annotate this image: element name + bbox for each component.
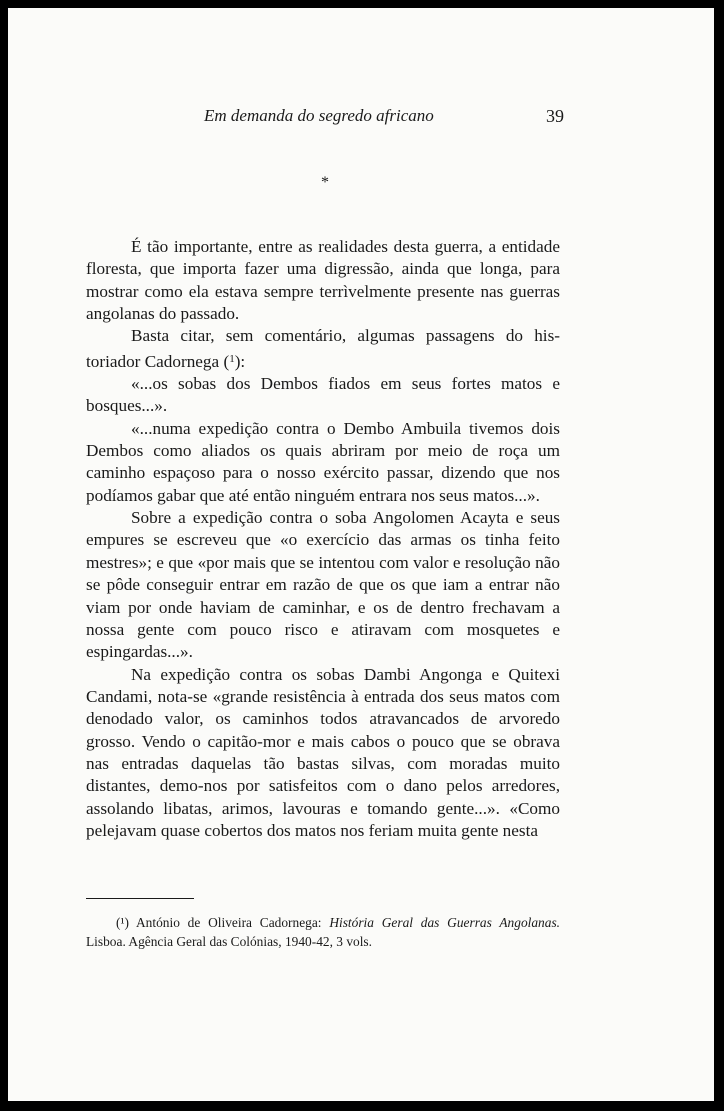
paragraph-3-quote: «...os sobas dos Dembos fiados em seus fortes matos e bosques...».: [86, 374, 560, 416]
footnote-reference: 1: [229, 352, 235, 365]
section-ornament: *: [321, 174, 329, 191]
running-head: [8, 106, 714, 130]
footnote-marker: (¹): [116, 915, 129, 930]
paragraph-2-end: ):: [234, 351, 246, 371]
body-text: [86, 236, 560, 842]
footnote-work-title: História Geral das Guerras Angolanas.: [329, 915, 561, 930]
footnote-author: António de Oliveira Cadornega:: [136, 915, 322, 930]
footnote-details: Lisboa. Agência Geral das Colónias, 1940-42, 3 vols.: [86, 934, 372, 949]
running-title: Em demanda do segredo africano: [204, 106, 434, 125]
paragraph-2-text: Basta citar, sem comentário, algumas passagens do historiador Cadornega (: [86, 326, 560, 371]
footnote-rule: [86, 898, 194, 899]
paragraph-2: [86, 325, 560, 373]
footnote-1: [86, 913, 560, 951]
paragraph-6: Na expedição contra os sobas Dambi Angonga e Quitexi Candami, nota-se «grande resistência à entrada dos seus matos com denodado valor, os caminhos todos atravancados de arvoredo grosso. Vendo o capitão-mor e mais cabos o pouco que se obrava nas entradas daquelas tão bastas silvas, com moradas muito distantes, demo-nos por satisfeitos com o dano pelos arredores, assolando libatas, arimos, lavouras e tomando gente...». «Como pelejavam quase cobertos dos matos nos feriam muita gente nesta: [86, 664, 560, 840]
footnote: [86, 913, 560, 951]
paragraph-1: É tão importante, entre as realidades desta guerra, a entidade floresta, que importa fazer uma digressão, ainda que longa, para mostrar como ela estava sempre terrìvelmente presente nas guerras angolanas do passado.: [86, 237, 560, 324]
page-number: 39: [546, 106, 564, 126]
book-page: [8, 8, 714, 1101]
paragraph-5: Sobre a expedição contra o soba Angolomen Acayta e seus empures se escreveu que «o exercício das armas os tinha feito mestres»; e que «por mais que se intentou com valor e resolução não se pôde conseguir entrar em razão de que os que iam a entrar não viam por onde haviam de caminhar, e os de dentro frechavam a nossa gente com pouco risco e atiravam com mosquetes e espingardas...».: [86, 508, 560, 662]
paragraph-4-quote: «...numa expedição contra o Dembo Ambuila tivemos dois Dembos como aliados os quais abriram por meio de roça um caminho espaçoso para o nosso exército passar, dizendo que nos podíamos gabar que até então ninguém entrara nos seus matos...».: [86, 418, 560, 505]
